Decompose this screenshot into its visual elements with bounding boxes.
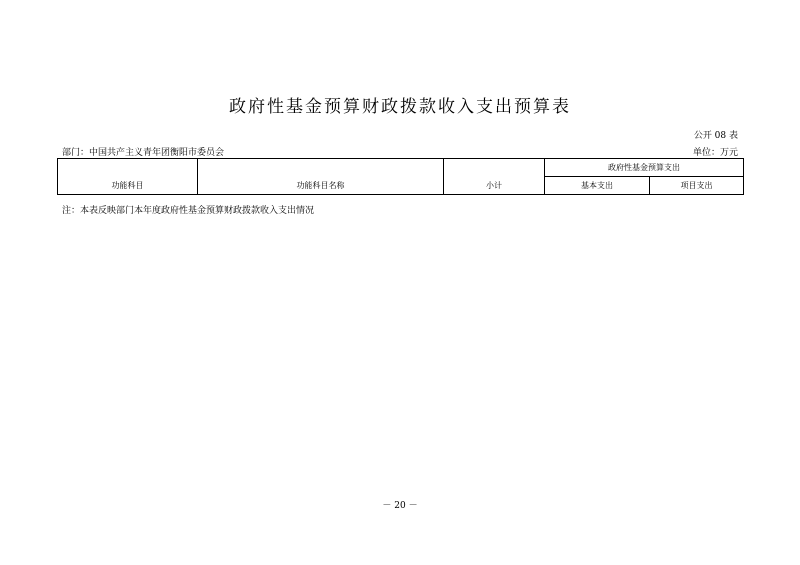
document-title: 政府性基金预算财政拨款收入支出预算表	[229, 97, 571, 117]
column-header-subtotal: 小计	[444, 177, 545, 195]
group-header-fund-expenditure: 政府性基金预算支出	[545, 159, 744, 177]
budget-table	[57, 158, 744, 195]
header-blank-cell	[198, 159, 444, 177]
page-number: － 20 －	[382, 501, 418, 511]
unit-label: 单位：万元	[692, 148, 738, 158]
header-blank-cell	[444, 159, 545, 177]
column-header-name: 功能科目名称	[198, 177, 444, 195]
column-header-code: 功能科目	[58, 177, 198, 195]
table-note: 注：本表反映部门本年度政府性基金预算财政拨款收入支出情况	[62, 206, 315, 216]
column-header-project: 项目支出	[650, 177, 744, 195]
table-header-row-group	[58, 159, 744, 177]
header-blank-cell	[58, 159, 198, 177]
column-header-basic: 基本支出	[545, 177, 650, 195]
department-label: 部门：中国共产主义青年团衡阳市委员会	[62, 148, 225, 158]
form-number: 公开 08 表	[693, 131, 738, 141]
table-header-row-columns	[58, 177, 744, 195]
